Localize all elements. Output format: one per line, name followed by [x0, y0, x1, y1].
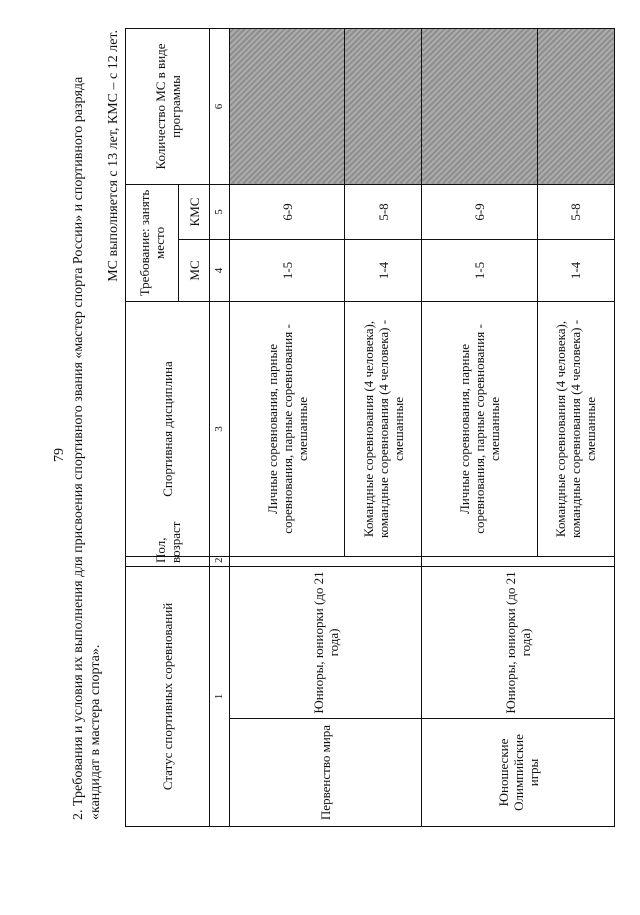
ms-place-cell: 1-4: [345, 239, 422, 301]
spacer-cell: [229, 556, 422, 566]
header-ms: МС: [179, 239, 210, 301]
requirements-table: [125, 28, 615, 827]
shaded-cell: [229, 28, 344, 184]
shaded-cell: [537, 28, 614, 184]
age-note: МС выполняется с 13 лет, КМС – с 12 лет.: [106, 30, 121, 282]
status-cell: Первенство мира: [229, 719, 422, 827]
shaded-cell: [422, 28, 537, 184]
column-number: 4: [210, 239, 230, 301]
discipline-cell: Личные соревнования, парные соревнования, парные соревнования - смешанные: [422, 301, 537, 556]
table-row: [229, 28, 344, 826]
header-gender: Пол, возраст: [126, 556, 210, 566]
kms-place-cell: 6-9: [229, 184, 344, 239]
ms-place-cell: 1-5: [229, 239, 344, 301]
discipline-cell: Командные соревнования (4 человека), командные соревнования (4 человека) - смешанные: [537, 301, 614, 556]
header-kms: КМС: [179, 184, 210, 239]
discipline-cell: Личные соревнования, парные соревнования, парные соревнования - смешанные: [229, 301, 344, 556]
column-number: 3: [210, 301, 230, 556]
header-discipline: Спортивная дисциплина: [126, 301, 210, 556]
page-number: 79: [52, 448, 67, 462]
column-number-row: [210, 28, 230, 826]
gender-age-cell: Юниоры, юниорки (до 21 года): [422, 566, 615, 718]
spacer-cell: [422, 556, 615, 566]
header-count: Количество МС в виде программы: [126, 28, 210, 184]
column-number: 1: [210, 566, 230, 826]
kms-place-cell: 5-8: [345, 184, 422, 239]
ms-place-cell: 1-4: [537, 239, 614, 301]
header-status: Статус спортивных соревнований: [126, 566, 210, 826]
discipline-cell: Командные соревнования (4 человека), командные соревнования (4 человека) - смешанные: [345, 301, 422, 556]
status-cell: Юношеские Олимпийские игры: [422, 719, 615, 827]
column-number: 6: [210, 28, 230, 184]
header-row: [126, 28, 179, 826]
section-heading: 2. Требования и условия их выполнения для присвоения спортивного звания «мастер спорта России» и спортивного разряда «кандидат в мастера спорта».: [71, 76, 103, 820]
kms-place-cell: 5-8: [537, 184, 614, 239]
kms-place-cell: 6-9: [422, 184, 537, 239]
ms-place-cell: 1-5: [422, 239, 537, 301]
table-row: [422, 28, 537, 826]
gender-age-cell: Юниоры, юниорки (до 21 года): [229, 566, 422, 718]
column-number: 2: [210, 556, 230, 566]
column-number: 5: [210, 184, 230, 239]
shaded-cell: [345, 28, 422, 184]
header-requirement: Требование: занять место: [126, 184, 179, 301]
